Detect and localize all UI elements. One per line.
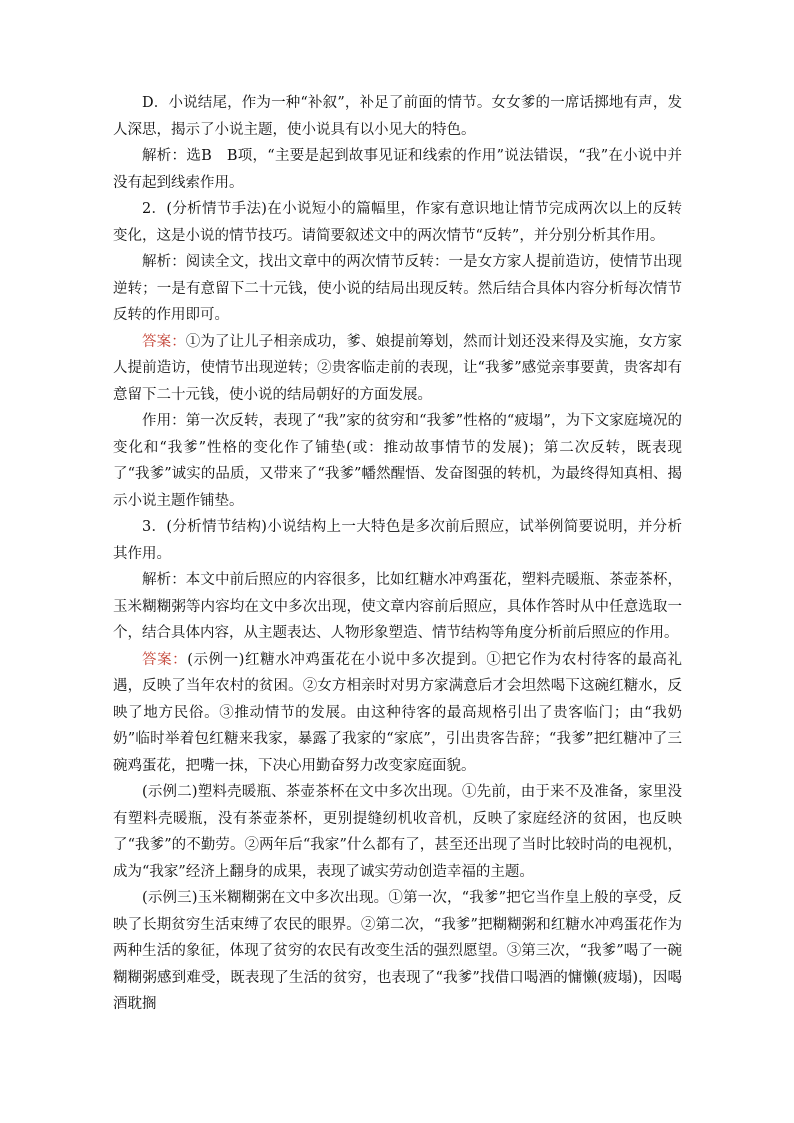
analysis-paragraph (113, 567, 682, 647)
paragraph-text: (示例二)塑料壳暖瓶、茶壶茶杯在文中多次出现。①先前，由于来不及准备，家里没有塑料壳暖瓶，没有茶壶茶杯，更别提缝纫机收音机，反映了家庭经济的贫困，也反映了“我爹”的不勤劳。②两年后“我家”什么都有了，甚至还出现了当时比较时尚的电视机，成为“我家”经济上翻身的成果，表现了诚实劳动创造幸福的主题。 (113, 784, 682, 880)
answer-label: 答案： (142, 333, 186, 350)
paragraph-text: 作用：第一次反转，表现了“我”家的贫穷和“我爹”性格的“疲塌”，为下文家庭境况的变化和“我爹”性格的变化作了铺垫(或：推动故事情节的发展)；第二次反转，既表现了“我爹”诚实的品质，又带来了“我爹”幡然醒悟、发奋图强的转机，为最终得知真相、揭示小说主题作铺垫。 (113, 413, 682, 509)
paragraph-text: (示例一)红糖水冲鸡蛋花在小说中多次提到。①把它作为农村待客的最高礼遇，反映了当年农村的贫困。②女方相亲时对男方家满意后才会坦然喝下这碗红糖水，反映了地方民俗。③推动情节的发展。由这种待客的最高规格引出了贵客临门；由“我奶奶”临时举着包红糖来我家，暴露了我家的“家底”，引出贵客告辞；“我爹”把红糖冲了三碗鸡蛋花，把嘴一抹，下决心用勤奋努力改变家庭面貌。 (113, 651, 682, 774)
paragraph-text: 解析：选B B项，“主要是起到故事见证和线索的作用”说法错误，“我”在小说中并没有起到线索作用。 (113, 148, 682, 191)
answer-paragraph (113, 329, 682, 409)
analysis-paragraph (113, 143, 682, 196)
paragraph-text: (示例三)玉米糊糊粥在文中多次出现。①第一次，“我爹”把它当作皇上般的享受，反映了长期贫穷生活束缚了农民的眼界。②第二次，“我爹”把糊糊粥和红糖水冲鸡蛋花作为两种生活的象征，体现了贫穷的农民有改变生活的强烈愿望。③第三次，“我爹”喝了一碗糊糊粥感到难受，既表现了生活的贫穷，也表现了“我爹”找借口喝酒的慵懒(疲塌)，因喝酒耽搁 (113, 890, 682, 1012)
analysis-paragraph (113, 249, 682, 329)
paragraph-text: 解析：本文中前后照应的内容很多，比如红糖水冲鸡蛋花，塑料壳暖瓶、茶壶茶杯，玉米糊糊粥等内容均在文中多次出现，使文章内容前后照应，具体作答时从中任意选取一个，结合具体内容，从主题表达、人物形象塑造、情节结构等角度分析前后照应的作用。 (113, 572, 682, 641)
example-3-paragraph (113, 885, 682, 1018)
example-2-paragraph (113, 779, 682, 885)
option-d-paragraph (113, 90, 682, 143)
question-3-paragraph (113, 514, 682, 567)
paragraph-text: ①为了让儿子相亲成功，爹、娘提前筹划，然而计划还没来得及实施，女方家人提前造访，使情节出现逆转；②贵客临走前的表现，让“我爹”感觉亲事要黄，贵客却有意留下二十元钱，使小说的结局朝好的方面发展。 (113, 333, 683, 403)
paragraph-text: 3．(分析情节结构)小说结构上一大特色是多次前后照应，试举例简要说明，并分析其作用。 (113, 519, 682, 562)
paragraph-text: 解析：阅读全文，找出文章中的两次情节反转：一是女方家人提前造访，使情节出现逆转；一是有意留下二十元钱，使小说的结局出现反转。然后结合具体内容分析每次情节反转的作用即可。 (113, 254, 682, 323)
paragraph-text: D．小说结尾，作为一种“补叙”，补足了前面的情节。女女爹的一席话掷地有声，发人深思，揭示了小说主题，使小说具有以小见大的特色。 (113, 95, 682, 138)
question-2-paragraph (113, 196, 682, 249)
effect-paragraph (113, 408, 682, 514)
answer-paragraph (113, 647, 682, 780)
paragraph-text: 2．(分析情节手法)在小说短小的篇幅里，作家有意识地让情节完成两次以上的反转变化，这是小说的情节技巧。请简要叙述文中的两次情节“反转”，并分别分析其作用。 (113, 201, 682, 244)
answer-label: 答案： (142, 651, 188, 668)
